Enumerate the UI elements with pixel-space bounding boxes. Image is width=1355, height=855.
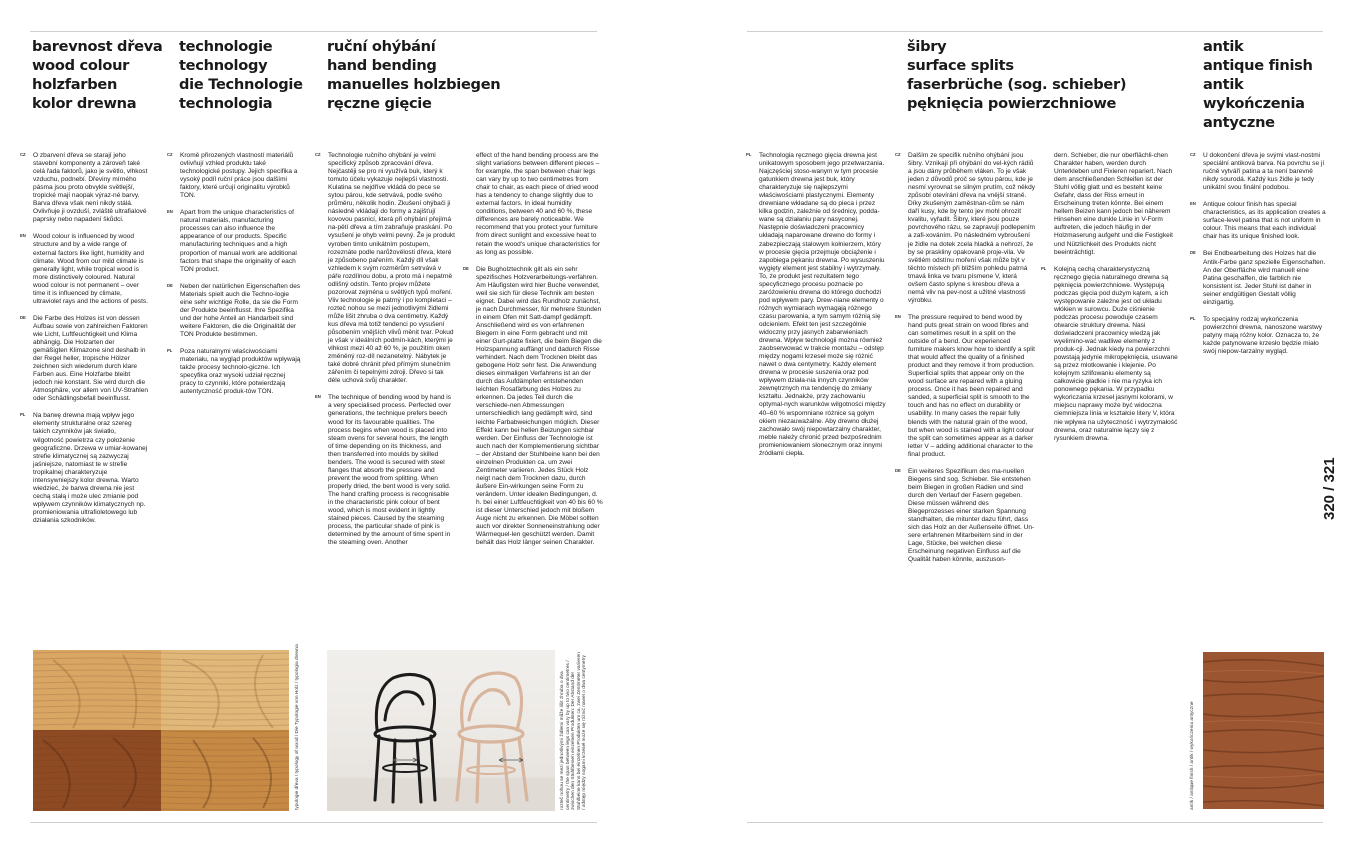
wood-samples-image (33, 650, 289, 811)
caption-antique-finish: antik / antique finish / antik / wykończenia antyczne (1190, 701, 1195, 810)
paragraph (315, 394, 455, 547)
heading-line: antyczne (1203, 114, 1275, 131)
heading-line: barevnost dřeva (32, 38, 163, 55)
language-tag: PL (1041, 265, 1047, 271)
paragraph (167, 152, 301, 200)
paragraph (167, 283, 301, 339)
paragraph-text: Poza naturalnymi właściwościami materiału, na wygląd produktów wpływają także procesy technolo-giczne. Ich specyfika oraz wysoki udział ręcznej pracy to czynniki, które potwierdzają autentyczność produk-tów TON. (180, 347, 301, 396)
paragraph-text: Ein weiteres Spezifikum des ma-nuellen Biegens sind sog. Schieber. Sie entstehen beim Biegen in großen Radien und sind durch den Verlauf der Fasern gegeben. Diese müssen während des Biegeprozesses einer starken Spannung standhalten, die mitunter dazu führt, dass sich das Holz an der Außenseite öffnet. Un-sere erfahrenen Mitarbeitern sind in der Lage, Stücke, bei welchen diese Erscheinung negativen Einfluss auf die Qualität haben könnte, auszuson- (908, 467, 1035, 564)
heading-line: kolor drewna (32, 95, 137, 112)
paragraph (1190, 316, 1327, 356)
paragraph-text: Antique colour finish has special characteristics, as its application creates a surface-level patina that is not uniform in colour. This means that each individual chair has its unique finished look. (1203, 201, 1326, 241)
column-surface-splits-c (1041, 152, 1178, 452)
paragraph (1190, 201, 1327, 241)
paragraph-text: Dalším ze specifik ručního ohýbání jsou šibry. Vznikají při ohýbání do vel-kých rádiů a jsou dány průběhem vláken. To je však jeden z důvodů proč se sytou párou, kde je nesmí vyrovnat se silným prutím, což někdy způsobí otevírání dřeva na vnější straně. Díky zkušeným zaměstnan-cům se nám daří kusy, kde by tento jev mohl ohrozit kvalitu, vyřadit. Šibry, které jsou pouze povrchového rázu, se zapravují podlepením a zafi-xováním. Po následném vybroušení je židle na dotek zcela hladká a nehrozí, že by se praskliny opakovaně proje-vila. Ve světlém odstínu moření však může být v těchto místech při bližším pohledu patrná tmavá linka ve tvaru písmene V, která ovšem často splyne s kresbou dřeva a nemá vliv na pev-nost a užitné vlastnosti výrobku. (908, 152, 1036, 304)
heading-line: wykończenia (1203, 95, 1305, 112)
paragraph (463, 266, 603, 548)
column-technology (167, 152, 301, 405)
language-tag: EN (1190, 201, 1196, 207)
paragraph-text: dern. Schieber, die nur oberflächli-chen Charakter haben, werden durch Unterkleben und Fixieren repariert. Nach dem anschließenden Schleifen ist der Stuhl völlig glatt und es besteht keine Gefahr, dass der Riss erneut in Erscheinung treten könnte. Bei einem hellem Beizen kann jedoch bei näherem Hinsehen eine dunkle Linie in V-Form auftreten, die jedoch häufig in der Holzmaserung aufgeht und die Festigkeit und Nützlichkeit des Produkts nicht beeinträchtigt. (1054, 152, 1174, 256)
paragraph (895, 152, 1035, 305)
heading-line: antique finish (1203, 57, 1313, 74)
heading-line: pęknięcia powierzchniowe (907, 95, 1117, 112)
paragraph (1041, 152, 1178, 257)
paragraph-text: Neben der natürlichen Eigenschaften des Materials spielt auch die Techno-logie eine sehr wichtige Rolle, da sie die Form der Produkte beeinflusst. Ihre Spezifika und der hohe Anteil an Handarbeit sind weitere Faktoren, die die Originalität der TON Produkte bestimmen. (180, 282, 301, 338)
paragraph-text: Apart from the unique characteristics of natural materials, manufacturing processes can also influence the appearance of our products. Specific manufacturing techniques and a high proportion of manual work are additional factors that shape the originality of each TON product. (180, 209, 297, 273)
paragraph (895, 314, 1035, 459)
paragraph-text: Technologie ručního ohýbání je velmi specifický způsob zpracování dřeva. Nejčastěji se pro ni využívá buk, který k tomuto účelu vykazuje nejlepší vlastnosti. Kulatina se nejdříve vkládá do pece se sytou párou, kde setrvává, podle svého průměru, několik hodin. Zkušení ohýbači ji následně vkládají do formy a zajišťují kovovou pasnicí, která při ohýbání přejímá na-pětí dřeva a tím zabraňuje praskání. Po vysušení je ohyb velmi pevný. Že je produkt vyroben timto unikátním postupem, rozeznáte podle narůžovělosti dřeva, které je způsobeno pařením. Každý díl však vzhledem k svým rozměrům setrvává v páře rozdílnou dobu, a proto má i nepatrně odlišný odstín. Tento projev můžete pozorovat zejména u světlých typů moření. Vliv technologie je patrný i po kompletaci – rozteč nohou se mezi jednotlivými židlemi může lišit zhruba o dva centimetry. Každý kus dřeva má totiž tendenci po vysušení působením vnějších vlivů měnit tvar. Pokud je však v ideálních podmín-kách, kterými je vlhkost mezi 40 až 60 %, je použitím oken změněný roz-díl nezanetelný. Nábytek je také dobré chránit před přímým slunečním zářením či tepelnými zdroji. Dřevo si tak déle uchová svůj charakter. (328, 152, 455, 385)
paragraph-text: effect of the hand bending process are the slight variations between different pieces – for example, the span between chair legs can vary by up to two centimetres from chair to chair, as each piece of dried wood has a tendency to change slightly due to external factors. In ideal humidity conditions, between 40 and 60 %, these differences are barely noticeable. We recommend that you protect your furniture from direct sunlight and excessive heat to retain the wood's unique characteristics for as long as possible. (476, 152, 600, 256)
heading-line: surface splits (907, 57, 1014, 74)
language-tag: CZ (1190, 152, 1196, 157)
language-tag: EN (167, 209, 173, 215)
heading-antique-finish (1203, 37, 1313, 132)
chairs-illustration (327, 650, 555, 811)
heading-line: die Technologie (179, 76, 303, 93)
paragraph-text: Die Bugholztechnik gilt als ein sehr spezifisches Holzverarbeitungs-verfahren. Am Häufigsten wird hier Buche verwendet, weil sie sich für diese Technik am besten eignet. Dabei wird das Rundholz zunächst, je nach Durchmesser, für mehrere Stunden in einem Ofen mit Satt-dampf gedämpft. Anschließend wird es von erfahrenen Biegern in eine Form gebracht und mit einer Gurt-platte fixiert, die beim Biegen die Holzspannung auffängt und dadurch Risse verhindert. Nach dem Trocknen bleibt das gebogene Holz sehr fest. Die Anwendung dieses einmaligen Verfahrens ist an der durch das Aufdämpfen entstehenden leichten Rosafärbung des Holzes zu erkennen. Da jedes Teil durch die verschiede-nen Abmessungen unterschiedlich lang gedämpft wird, sind leichte Farbabweichungen möglich. Dieser Effekt kann bei hellen Beizungen sichbar werden. Der Einfluss der Technologie ist auch nach der Komplementierung sichtbar – der Abstand der Stuhlbeine kann bei den einzelnen Produkten ca. um zwei Zentimeter variieren. Jedes Stück Holz neigt nach dem Trocknen dazu, durch äußere Ein-wirkungen seine Form zu verändern. Unter idealen Bedingungen, d. h. bei einer Luftfeuchtigkeit von 40 bis 60 % ist dieser Unterschied jedoch mit bloßem Auge nicht zu erkennen. Die Möbel sollten auch vor direkter Sonneneinstrahlung oder Wärmequel-len geschützt werden. Damit behält das Holz länger seinen Charakter. (476, 265, 603, 547)
language-tag: PL (1190, 315, 1196, 321)
language-tag: DE (1190, 250, 1196, 256)
language-tag: CZ (315, 152, 321, 157)
language-tag: PL (167, 347, 173, 353)
heading-line: technologie (179, 38, 273, 55)
chairs-photo (327, 650, 555, 811)
heading-line: wood colour (32, 57, 130, 74)
heading-wood-colour (32, 37, 162, 113)
paragraph-text: Kolejną cechą charakterystyczną ręcznego gięcia naturalnego drewna są pęknięcia powierzchniowe. Występują podczas gięcia pod dużym kątem, a ich występowanie zależne jest od układu włókien w surowcu. Duże ciśnienie podczas procesu powoduje czasem otwarcie struktury drewna. Nasi doświadczeni pracownicy wiedzą jak wyelimino-wać wadliwe elementy z produk-cji. Jednak kiedy na powierzchni powstają jedynie mikropęknięcia, usuwane są przez mlotkowanie i klejenie. Po kolejnym szlifowaniu elementy są całkowicie gładkie i nie ma ryzyka ich ponownego pękania. W przypadku wykończania krzeseł jasnymi kolorami, w miejscu naprawy może być widoczna ciemniejsza linia w kształcie litery V, która nie wpływa na użyteczność i wytrzymałość drewna, oraz naturalnie łączy się z rysunkiem drewna. (1054, 265, 1178, 442)
page-number: 320 / 321 (1321, 457, 1338, 520)
caption-wood-typology: typologie dřeva / typology of wood / Die Typologie von Holz / typologia drewna (295, 644, 300, 810)
caption-chair-span: rozteč nohou se mezi jednotlivými židlemi může lišit zhruba o dva centimetry / the span between legs can vary by up to two centimetres / zwischen den Stuhlbeinen einzelnen Produkten: Der Abstand der Stuhlbeine kann bei einzelnen Produkten um ca. zwei Zentimeter variieren / odstęp między nogami krzeseł może się różnić nawet o dwa centymetry (560, 652, 588, 810)
column-antique-finish (1190, 152, 1327, 365)
column-surface-splits-b (895, 152, 1035, 573)
column-surface-splits-a (746, 152, 886, 467)
language-tag: DE (895, 467, 901, 473)
heading-hand-bending (327, 37, 500, 113)
heading-line: ręczne gięcie (327, 95, 432, 112)
paragraph (315, 152, 455, 385)
paragraph-text: Na barwę drewna mają wpływ jego elementy strukturalne oraz szereg takich czynników jak światło, wilgotność powietrza czy położenie geograficzne. Drzewa w umiar-kowanej strefie klimatycznej są zazwyczaj jaśniejsze, natomiast te w strefie tropikalnej charakteryzuje intensywniejszy kolor drewna. Warto wiedzieć, że barwa drewna nie jest cechą stałą i może ulec zmianie pod wpływem czynników klimatycznych np. promieniowania ultrafioletowego lub działania szkodników. (33, 412, 148, 524)
heading-line: faserbrüche (sog. schieber) (907, 76, 1127, 93)
paragraph (1190, 152, 1327, 192)
paragraph (20, 152, 148, 224)
paragraph-text: Kromě přirozených vlastností materiálů ovlivňují vzhled produktu také technologické postupy. Jejich specifika a vysoký podíl ruční práce jsou dalšími faktory, které určují originalitu výrobků TON. (180, 152, 298, 200)
language-tag: CZ (895, 152, 901, 157)
paragraph (20, 233, 148, 305)
bottom-rule-right (747, 822, 1323, 823)
heading-line: manuelles holzbiegen (327, 76, 501, 93)
paragraph (20, 315, 148, 404)
heading-line: antik (1203, 38, 1244, 55)
paragraph-text: The technique of bending wood by hand is a very specialised process. Perfected over generations, the technique prefers beech wood for its favourable qualities. The process begins when wood is placed into steam ovens for several hours, the length of time depending on its thickness, and then transferred into moulds by skilled benders. The wood is secured with steel flanges that absorb the pressure and prevent the wood from splitting. When properly dried, the bent wood is very solid. The hand crafting process is recognisable in the characteristic pink colour of bent wood, which is most evident in lightly stained pieces. Caused by the steaming process, the particular shade of pink is determined by the amount of time spent in the steaming oven. Another (328, 394, 452, 547)
bottom-rule-left (30, 822, 597, 823)
paragraph (463, 152, 603, 257)
language-tag: DE (20, 314, 26, 320)
paragraph (746, 152, 886, 458)
language-tag: PL (20, 412, 26, 418)
language-tag: DE (463, 265, 469, 271)
heading-line: ruční ohýbání (327, 38, 436, 55)
heading-line: technologia (179, 95, 273, 112)
language-tag: DE (167, 282, 173, 288)
top-rule-left (30, 31, 597, 32)
column-hand-bending-b (463, 152, 603, 556)
language-tag: CZ (167, 152, 173, 157)
heading-line: hand bending (327, 57, 437, 74)
language-tag: EN (20, 233, 26, 239)
paragraph (1190, 250, 1327, 306)
heading-line: holzfarben (32, 76, 118, 93)
paragraph-text: To specjalny rodzaj wykończenia powierzchni drewna, nanoszone warstwy patyny mają różny kolor. Oznacza to, że każde patynowane krzesło będzie miało swój niepow-tarzalny wygląd. (1203, 315, 1322, 355)
paragraph (20, 412, 148, 525)
paragraph-text: Technologia ręcznego gięcia drewna jest unikatowym sposobem jego przetwarzania. Najczęściej stoso-wanym w tym procesie gatunkiem drewna jest buk, który charakteryzuje się najlepszymi właściwościami plastycznymi. Elementy drewniane wkładane są do pieca i przez kilka godzin, zależnie od średnicy, podda-wane są działaniu pary nasyconej. Następnie doświadczeni pracownicy układają naparowane drewno do formy i zabezpieczają stalowym kołnierzem, który w procesie gięcia przejmuje obciążenie i zapobiega pękaniu drewna. Po wysuszeniu wygięty element jest stabilny i wytrzymały. To, że produkt jest rezultatem tego specyficznego procesu poznacie po zaróżowieniu drewna do którego dochodzi pod wpływem pary. Drew-niane elementy o różnych wymiarach wymagają różnego czasu parowania, a tym samym różnią się odcieniem. Efekt ten jest szczególnie widoczny przy jasnych zabarwieniach drewna. Wpływ technologii można również zaobserwować w trakcie montażu – odstęp między nogami krzeseł może się różnić nawet o dwa centymetry. Każdy element drewna w procesie suszenia oraz pod wpływem działa-nia innych czynników zewnętrznych ma tendencję do zmiany kształtu. Jednakże, przy zachowaniu optymal-nych warunków wilgotności między 40–60 % wspomniane różnice są gołym okiem niezauważalne. Aby drewno dłużej zachowało swój niepowtarzalny charakter, meble należy chronić przed bezpośrednim promieniowaniem słonecznym oraz innymi źródłami ciepła. (759, 152, 886, 457)
language-tag: EN (315, 394, 321, 400)
paragraph (167, 209, 301, 273)
paragraph-text: Wood colour is influenced by wood structure and by a wide range of external factors like light, humidity and climate. Wood from our mild climate is generally light, while tropical wood is more distinctively coloured. Natural wood colour is not permanent – over time it is influenced by climate, ultraviolet rays and the actions of pests. (33, 233, 148, 305)
paragraph-text: Bei Endbearbeitung des Holzes hat die Antik-Farbe ganz spezielle Eigenschaften. An der Oberfläche wird manuell eine Patina geschaffen, die farblich nie konsistent ist. Jeder Stuhl ist daher in seiner endgültigen Gestalt völlig einzigartig. (1203, 250, 1326, 306)
antique-finish-swatch (1203, 652, 1324, 809)
paragraph-text: Die Farbe des Holzes ist von dessen Aufbau sowie von zahlreichen Faktoren wie Licht, Luftfeuchtigkeit und Klima abhängig. Die Holzarten der gemäßigten Klimazone sind deshalb in der Regel heller, tropische Hölzer zeichnen sich wiederum durch klare Farben aus. Eine Holzfarbe bleibt jedoch nie konstant. Sie wird durch die Atmosphäre, vor allem von UV-Strahlen oder Schädlingsbefall beeinflusst. (33, 314, 148, 403)
top-rule-right (747, 31, 1323, 32)
paragraph (1041, 266, 1178, 443)
paragraph-text: O zbarvení dřeva se starají jeho stavební komponenty a zároveň také celá řada faktorů, jako je světlo, vlhkost vzduchu, podnebí. Dřeviny mírného pásma jsou proto obvykle světlejší, tropické mají naopak výraz-né barvy. Barva dřeva však není nikdy stálá. Ovlivňuje ji ovzduší, zvláště ultrafialové paprsky nebo napadení škůdci. (33, 152, 148, 224)
language-tag: EN (895, 313, 901, 319)
heading-technology (179, 37, 303, 113)
heading-line: šibry (907, 38, 947, 55)
paragraph-text: U dokončení dřeva je svými vlast-nostmi speciální antiková barva. Na povrchu se jí ručně vytváří patina a ta není barevně nikdy sourodá. Každý kus židle je tedy unikátní svou finální podobou. (1203, 152, 1325, 192)
paragraph-text: The pressure required to bend wood by hand puts great strain on wood fibres and can sometimes result in a split on the outside of a bend. Our experienced furniture makers know how to identify a split that would affect the quality of a finished product and they remove it from production. Superficial splits that appear only on the wood surface are repaired with a gluing process. Once it has been repaired and sanded, a superficial split is smooth to the touch and has no effect on durability or usability. In many cases the repair fully blends with the natural grain of the wood, but when wood is stained with a light colour the split can sometimes appear as a darker letter V – adding additional character to the final product. (908, 313, 1035, 458)
heading-line: technology (179, 57, 268, 74)
language-tag: PL (746, 152, 752, 157)
paragraph (167, 348, 301, 396)
column-wood-colour (20, 152, 148, 534)
paragraph (895, 468, 1035, 565)
heading-surface-splits (907, 37, 1126, 113)
column-hand-bending-a (315, 152, 455, 556)
heading-line: antik (1203, 76, 1244, 93)
language-tag: CZ (20, 152, 26, 157)
